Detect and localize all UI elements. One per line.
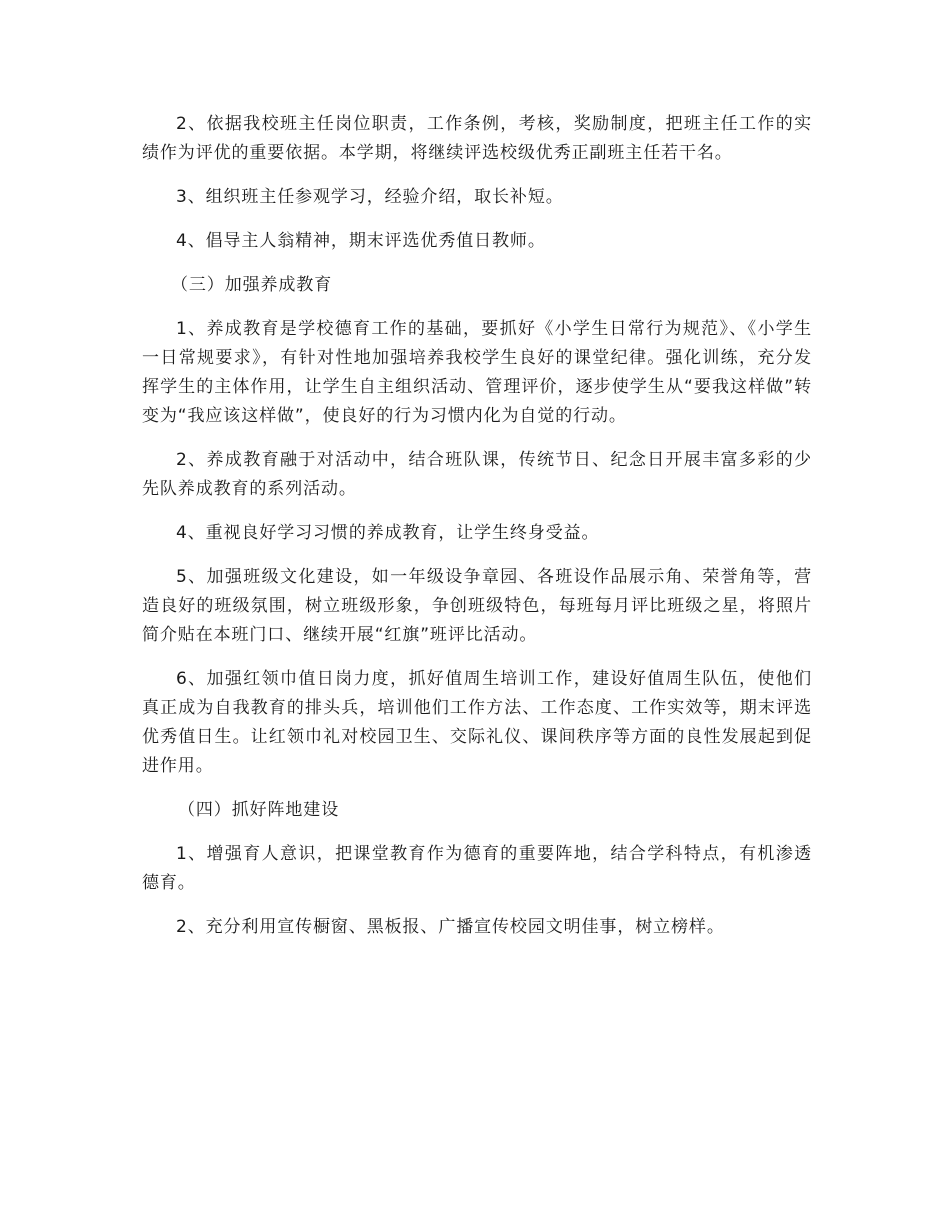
paragraph-3-visits: 3、组织班主任参观学习，经验介绍，取长补短。 <box>176 187 564 207</box>
paragraph-habit-1: 1、养成教育是学校德育工作的基础，要抓好《小学生日常行为规范》、《小学生一日常规要求》，有针对性地加强培养我校学生良好的课堂纪律。强化训练，充分发挥学生的主体作用，让学生自主组织活动、管理评价，逐步使学生从“要我这样做”转变为“我应该这样做”，使良好的行为习惯内化为自觉的行动。 <box>142 319 812 426</box>
paragraph-position-2: 2、充分利用宣传橱窗、黑板报、广播宣传校园文明佳事，树立榜样。 <box>176 917 725 937</box>
paragraph-4-duty-teacher: 4、倡导主人翁精神，期末评选优秀值日教师。 <box>176 231 546 251</box>
paragraph-habit-2: 2、养成教育融于对活动中，结合班队课，传统节日、纪念日开展丰富多彩的少先队养成教育的系列活动。 <box>142 450 812 499</box>
section-heading-3: （三）加强养成教育 <box>171 275 333 295</box>
section-heading-4: （四）抓好阵地建设 <box>178 800 340 820</box>
paragraph-habit-6: 6、加强红领巾值日岗力度，抓好值周生培训工作，建设好值周生队伍，使他们真正成为自我教育的排头兵，培训他们工作方法、工作态度、工作实效等，期末评选优秀值日生。让红领巾礼对校园卫生、交际礼仪、课间秩序等方面的良性发展起到促进作用。 <box>142 669 812 776</box>
paragraph-position-1: 1、增强育人意识，把课堂教育作为德育的重要阵地，结合学科特点，有机渗透德育。 <box>142 844 812 893</box>
paragraph-habit-5: 5、加强班级文化建设，如一年级设争章园、各班设作品展示角、荣誉角等，营造良好的班级氛围，树立班级形象，争创班级特色，每班每月评比班级之星，将照片简介贴在本班门口、继续开展“红旗”班评比活动。 <box>142 567 812 645</box>
paragraph-2-evaluation: 2、依据我校班主任岗位职责，工作条例，考核，奖励制度，把班主任工作的实绩作为评优的重要依据。本学期，将继续评选校级优秀正副班主任若干名。 <box>142 114 812 163</box>
paragraph-habit-4: 4、重视良好学习习惯的养成教育，让学生终身受益。 <box>176 523 600 543</box>
document-body <box>142 110 812 957</box>
